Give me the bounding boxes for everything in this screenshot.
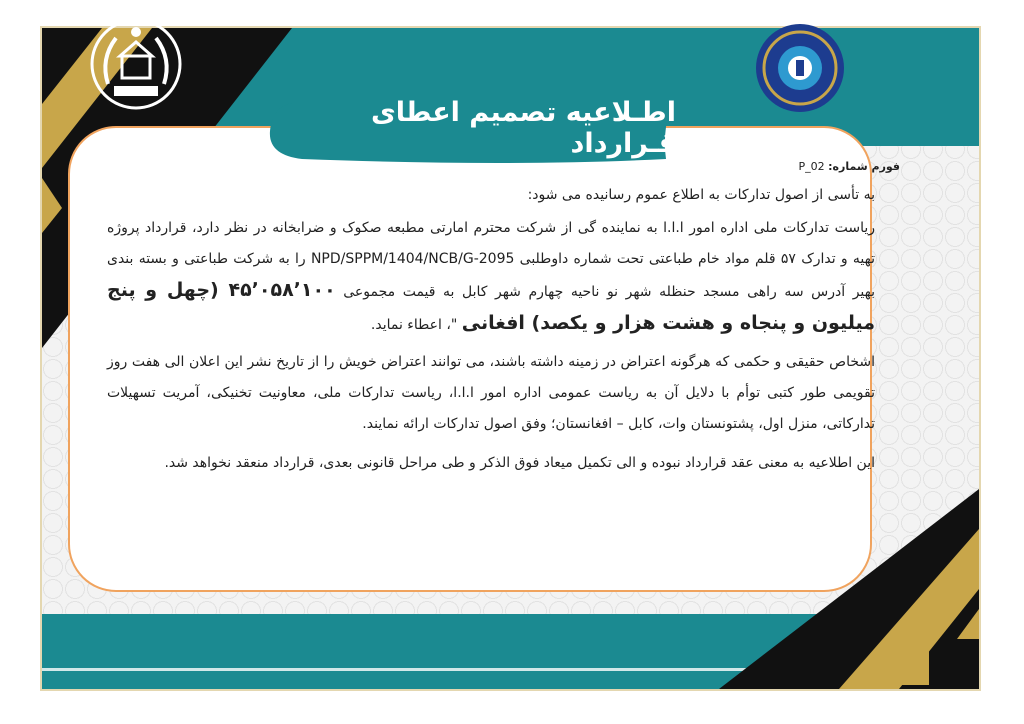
objection-paragraph: اشخاص حقیقی و حکمی که هرگونه اعتراض در زمینه داشته باشند، می توانند اعتراض خویش را از تاریخ نشر این اعلان الی هفت روز تقویمی طور کتبی توأم با دلایل آن به ریاست عمومی اداره امور ا.ا.ا، ریاست تدارکات ملی، معاونیت تخنیکی، آمریت تسهیلات تدارکاتی، منزل اول، پشتونستان وات، کابل – افغانستان؛ وفق اصول تدارکات ارائه نمایند.	[107, 354, 875, 432]
award-amount: ۴۵٬۰۵۸٬۱۰۰ (چهل و پنج میلیون و پنجاه و هشت هزار و یکصد) افغانی	[107, 279, 875, 334]
award-paragraph	[107, 213, 875, 341]
form-number	[798, 160, 900, 173]
intro-line: به تأسی از اصول تدارکات به اطلاع عموم رسانیده می شود:	[527, 187, 875, 203]
disclaimer-paragraph: این اطلاعیه به معنی عقد قرارداد نبوده و الی تکمیل میعاد فوق الذکر و طی مراحل قانونی بعدی، قرارداد منعقد نخواهد شد.	[164, 455, 875, 471]
award-text-end: "، اعطاء نماید.	[370, 317, 458, 333]
page-title: اطـلاعیه تصمیم اعطای قـرارداد	[371, 97, 676, 159]
title-ribbon	[262, 97, 676, 165]
award-text: ریاست تدارکات ملی اداره امور ا.ا.ا به نماینده گی از شرکت محترم امارتی مطبعه صکوک و ضرابخانه در نظر دارد، قرارداد پروژه تهیه و تدارک ۵۷ قلم مواد خام طباعتی تحت شماره داوطلبی NPD/SPPM/1404/NCB/G-2095 را به شرکت طباعتی و بسته بندی بهیر آدرس سه راهی مسجد حنظله شهر نو ناحیه چهارم شهر کابل به قیمت مجموعی	[107, 220, 876, 300]
npa-logo-icon	[752, 20, 848, 116]
afghanistan-emblem-icon	[86, 14, 186, 114]
notice-body	[107, 180, 875, 479]
form-number-value: P_02	[798, 160, 825, 173]
form-number-label: فورم شماره:	[828, 160, 900, 173]
